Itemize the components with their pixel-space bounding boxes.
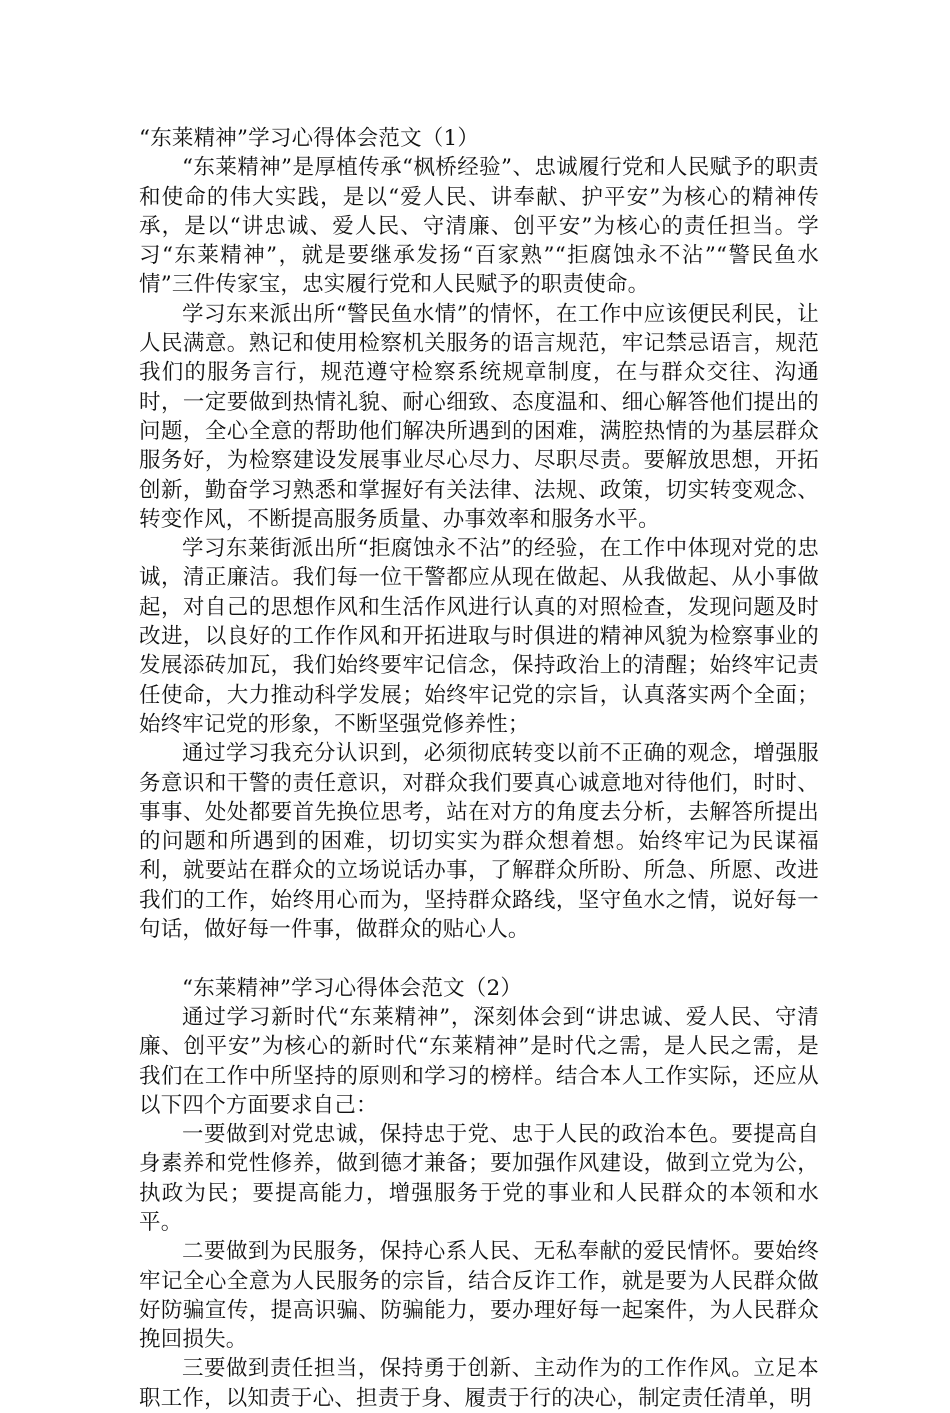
document-body [139, 124, 819, 1413]
section-2-paragraph-3: 二要做到为民服务，保持心系人民、无私奉献的爱民情怀。要始终牢记全心全意为人民服务的宗旨，结合反诈工作，就是要为人民群众做好防骗宣传，提高识骗、防骗能力，要办理好每一起案件，为人民群众挽回损失。 [139, 1239, 819, 1353]
section-1-paragraph-1: “东莱精神”是厚植传承“枫桥经验”、忠诚履行党和人民赋予的职责和使命的伟大实践，是以“爱人民、讲奉献、护平安”为核心的精神传承，是以“讲忠诚、爱人民、守清廉、创平安”为核心的责任担当。学习“东莱精神”，就是要继承发扬“百家熟”“拒腐蚀永不沾”“警民鱼水情”三件传家宝，忠实履行党和人民赋予的职责使命。 [139, 155, 819, 298]
section-1-paragraph-2: 学习东来派出所“警民鱼水情”的情怀，在工作中应该便民利民，让人民满意。熟记和使用检察机关服务的语言规范，牢记禁忌语言，规范我们的服务言行，规范遵守检察系统规章制度，在与群众交往、沟通时，一定要做到热情礼貌、耐心细致、态度温和、细心解答他们提出的问题，全心全意的帮助他们解决所遇到的困难，满腔热情的为基层群众服务好，为检察建设发展事业尽心尽力、尽职尽责。要解放思想，开拓创新，勤奋学习熟悉和掌握好有关法律、法规、政策，切实转变观念、转变作风，不断提高服务质量、办事效率和服务水平。 [139, 301, 819, 532]
section-spacer [139, 944, 819, 973]
section-1-title: “东莱精神”学习心得体会范文（1） [139, 126, 480, 151]
section-2-paragraph-2: 一要做到对党忠诚，保持忠于党、忠于人民的政治本色。要提高自身素养和党性修养，做到德才兼备；要加强作风建设，做到立党为公，执政为民；要提高能力，增强服务于党的事业和人民群众的本领和水平。 [139, 1122, 819, 1235]
section-2-paragraph-1: 通过学习新时代“东莱精神”，深刻体会到“讲忠诚、爱人民、守清廉、创平安”为核心的新时代“东莱精神”是时代之需，是人民之需，是我们在工作中所坚持的原则和学习的榜样。结合本人工作实际，还应从以下四个方面要求自己： [139, 1004, 819, 1118]
section-2-paragraph-4: 三要做到责任担当，保持勇于创新、主动作为的工作作风。立足本职工作，以知责于心、担责于身、履责于行的决心，制定责任清单，明 [139, 1356, 819, 1411]
section-2-title: “东莱精神”学习心得体会范文（2） [182, 975, 523, 1001]
section-1-paragraph-4: 通过学习我充分认识到，必须彻底转变以前不正确的观念，增强服务意识和干警的责任意识，对群众我们要真心诚意地对待他们，时时、事事、处处都要首先换位思考，站在对方的角度去分析，去解答所提出的问题和所遇到的困难，切切实实为群众想着想。始终牢记为民谋福利，就要站在群众的立场说话办事，了解群众所盼、所急、所愿、改进我们的工作，始终用心而为，坚持群众路线，坚守鱼水之情，说好每一句话，做好每一件事，做群众的贴心人。 [139, 741, 819, 943]
section-1-paragraph-3: 学习东莱街派出所“拒腐蚀永不沾”的经验，在工作中体现对党的忠诚，清正廉洁。我们每一位干警都应从现在做起、从我做起、从小事做起，对自己的思想作风和生活作风进行认真的对照检查，发现问题及时改进，以良好的工作作风和开拓进取与时俱进的精神风貌为检察事业的发展添砖加瓦，我们始终要牢记信念，保持政治上的清醒；始终牢记责任使命，大力推动科学发展；始终牢记党的宗旨，认真落实两个全面；始终牢记党的形象，不断坚强党修养性； [139, 536, 819, 737]
